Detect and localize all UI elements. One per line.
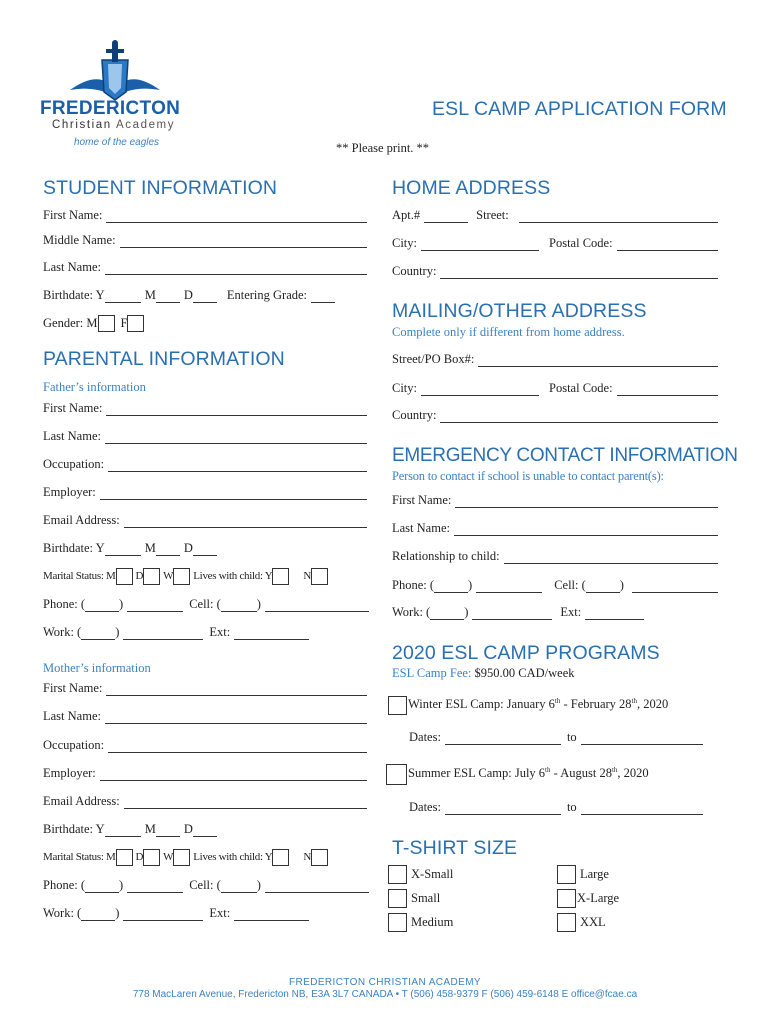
home-city-label: City:	[392, 236, 418, 250]
summer-camp-label-start: Summer ESL Camp: July 6	[408, 766, 546, 781]
tshirt-large-checkbox[interactable]	[557, 865, 576, 884]
mother-marital-w-checkbox[interactable]	[173, 849, 190, 866]
emergency-phone-label: Phone: (	[392, 578, 435, 592]
father-phone-field[interactable]	[43, 596, 373, 612]
emergency-first-name-label: First Name:	[392, 493, 452, 507]
home-apt-label: Apt.#	[392, 208, 421, 222]
father-marital-row	[43, 567, 328, 585]
father-info-label: Father’s information	[43, 380, 146, 394]
school-logo	[40, 40, 190, 155]
father-last-name-label: Last Name:	[43, 429, 101, 443]
tshirt-large-row	[557, 864, 609, 884]
emergency-contact-heading: EMERGENCY CONTACT INFORMATION	[392, 445, 738, 466]
camp-fee-label: ESL Camp Fee:	[392, 666, 472, 680]
mother-ext-label: Ext:	[209, 906, 231, 920]
father-marital-d-checkbox[interactable]	[143, 568, 160, 585]
father-cell-paren: )	[256, 597, 261, 611]
tshirt-medium-checkbox[interactable]	[388, 913, 407, 932]
father-lives-with-label: Lives with child: Y	[193, 570, 273, 582]
father-employer-field[interactable]	[43, 484, 371, 500]
mother-lives-with-label: Lives with child: Y	[193, 851, 273, 863]
mother-last-name-field[interactable]	[43, 708, 371, 724]
mother-birthdate-m-label: M	[144, 822, 156, 836]
mother-marital-d-label: D	[135, 851, 144, 863]
camp-fee-value: $950.00 CAD/week	[474, 666, 575, 680]
father-occupation-field[interactable]	[43, 456, 371, 472]
summer-camp-label	[408, 766, 649, 781]
tshirt-heading: T-SHIRT SIZE	[392, 837, 518, 859]
tshirt-xlarge-row	[557, 888, 619, 908]
father-marital-m-checkbox[interactable]	[116, 568, 133, 585]
father-marital-d-label: D	[135, 570, 144, 582]
winter-camp-label-end: - February 28	[560, 697, 632, 712]
father-lives-y-checkbox[interactable]	[272, 568, 289, 585]
programs-heading: 2020 ESL CAMP PROGRAMS	[392, 642, 660, 664]
father-marital-w-label: W	[163, 570, 174, 582]
father-phone-label: Phone: (	[43, 597, 86, 611]
mother-lives-n-label: N	[303, 851, 312, 863]
student-info-heading: STUDENT INFORMATION	[43, 177, 278, 199]
father-birthdate-field[interactable]	[43, 540, 263, 556]
emergency-relationship-label: Relationship to child:	[392, 549, 500, 563]
home-street-label: Street:	[476, 208, 509, 222]
mailing-postal-label: Postal Code:	[549, 381, 613, 395]
father-work-label: Work: (	[43, 625, 82, 639]
mother-lives-y-checkbox[interactable]	[272, 849, 289, 866]
home-country-field[interactable]	[392, 263, 718, 279]
gender-f-label: F	[120, 315, 128, 330]
gender-row	[43, 314, 144, 332]
student-middle-name-label: Middle Name:	[43, 233, 116, 247]
logo-tagline: home of the eagles	[74, 137, 160, 148]
mailing-street-field[interactable]	[392, 351, 718, 367]
tshirt-medium-label: Medium	[411, 914, 454, 929]
mailing-note: Complete only if different from home address.	[392, 325, 625, 339]
mother-last-name-label: Last Name:	[43, 709, 101, 723]
footer-school-name: FREDERICTON CHRISTIAN ACADEMY	[289, 977, 481, 988]
winter-dates-label: Dates:	[409, 730, 441, 744]
father-employer-label: Employer:	[43, 485, 96, 499]
home-country-label: Country:	[392, 264, 437, 278]
emergency-work-paren: )	[464, 605, 469, 619]
mother-work-paren: )	[115, 906, 120, 920]
mother-occupation-field[interactable]	[43, 737, 371, 753]
gender-f-checkbox[interactable]	[127, 315, 144, 332]
student-birthdate-y-label: Birthdate: Y	[43, 288, 105, 302]
emergency-work-field[interactable]	[392, 604, 644, 620]
father-email-field[interactable]	[43, 512, 371, 528]
father-lives-n-checkbox[interactable]	[311, 568, 328, 585]
emergency-cell-paren: )	[619, 578, 624, 592]
mother-employer-field[interactable]	[43, 765, 371, 781]
tshirt-medium-row	[388, 912, 453, 932]
tshirt-large-label: Large	[580, 866, 609, 881]
tshirt-xxl-row	[557, 912, 606, 932]
winter-camp-row	[388, 695, 668, 715]
emergency-ext-label: Ext:	[560, 605, 582, 619]
summer-dates-label: Dates:	[409, 800, 441, 814]
summer-camp-label-year: , 2020	[617, 766, 649, 781]
mother-work-label: Work: (	[43, 906, 82, 920]
student-middle-name-field[interactable]	[43, 232, 371, 248]
mother-marital-m-checkbox[interactable]	[116, 849, 133, 866]
gender-m-checkbox[interactable]	[98, 315, 115, 332]
summer-camp-label-end: - August 28	[550, 766, 612, 781]
father-occupation-label: Occupation:	[43, 457, 105, 471]
father-first-name-label: First Name:	[43, 401, 103, 415]
summer-dates-field[interactable]	[409, 799, 703, 815]
emergency-phone-paren: )	[468, 578, 473, 592]
student-first-name-label: First Name:	[43, 208, 103, 222]
father-work-field[interactable]	[43, 624, 313, 640]
logo-sub-academy: Academy	[115, 119, 176, 131]
emergency-work-label: Work: (	[392, 605, 431, 619]
father-birthdate-d-label: D	[183, 541, 193, 555]
mother-birthdate-y-label: Birthdate: Y	[43, 822, 105, 836]
student-last-name-label: Last Name:	[43, 260, 101, 274]
emergency-last-name-field[interactable]	[392, 520, 718, 536]
father-first-name-field[interactable]	[43, 400, 371, 416]
emergency-cell-label: Cell: (	[554, 578, 586, 592]
winter-camp-sup-end: th	[631, 697, 637, 706]
mother-birthdate-d-label: D	[183, 822, 193, 836]
tshirt-xlarge-checkbox[interactable]	[557, 889, 576, 908]
father-marital-w-checkbox[interactable]	[173, 568, 190, 585]
student-last-name-field[interactable]	[43, 259, 371, 275]
emergency-note: Person to contact if school is unable to contact parent(s):	[392, 469, 664, 483]
winter-dates-field[interactable]	[409, 729, 703, 745]
emergency-phone-field[interactable]	[392, 577, 718, 593]
mother-email-label: Email Address:	[43, 794, 120, 808]
mailing-address-heading: MAILING/OTHER ADDRESS	[392, 300, 647, 322]
father-email-label: Email Address:	[43, 513, 120, 527]
father-last-name-field[interactable]	[43, 428, 371, 444]
mother-email-field[interactable]	[43, 793, 371, 809]
mother-info-label: Mother’s information	[43, 661, 151, 675]
tshirt-small-row	[388, 888, 440, 908]
mother-phone-field[interactable]	[43, 877, 373, 893]
winter-camp-checkbox[interactable]	[388, 696, 407, 715]
parental-info-heading: PARENTAL INFORMATION	[43, 348, 285, 370]
tshirt-xlarge-label: X-Large	[577, 890, 620, 905]
father-marital-m-label: Marital Status: M	[43, 570, 116, 582]
mailing-city-postal-field[interactable]	[392, 380, 718, 396]
mother-birthdate-field[interactable]	[43, 821, 263, 837]
home-city-postal-field[interactable]	[392, 235, 718, 251]
student-birthdate-field[interactable]	[43, 287, 378, 303]
summer-camp-row	[386, 764, 649, 784]
tshirt-xsmall-row	[388, 864, 453, 884]
tshirt-xsmall-checkbox[interactable]	[388, 865, 407, 884]
student-first-name-field[interactable]	[43, 207, 371, 223]
emergency-last-name-label: Last Name:	[392, 521, 450, 535]
form-title: ESL CAMP APPLICATION FORM	[432, 98, 727, 120]
emergency-relationship-field[interactable]	[392, 548, 718, 564]
father-birthdate-y-label: Birthdate: Y	[43, 541, 105, 555]
mother-cell-label: Cell: (	[189, 878, 221, 892]
home-postal-label: Postal Code:	[549, 236, 613, 250]
camp-fee	[392, 666, 575, 681]
mailing-country-label: Country:	[392, 408, 437, 422]
father-work-paren: )	[115, 625, 120, 639]
home-apt-street-field[interactable]	[392, 207, 718, 223]
mother-occupation-label: Occupation:	[43, 738, 105, 752]
student-birthdate-m-label: M	[144, 288, 156, 302]
father-cell-label: Cell: (	[189, 597, 221, 611]
mother-first-name-label: First Name:	[43, 681, 103, 695]
mother-phone-label: Phone: (	[43, 878, 86, 892]
winter-camp-label	[408, 697, 668, 712]
tshirt-xxl-label: XXL	[580, 914, 606, 929]
mother-cell-paren: )	[256, 878, 261, 892]
gender-m-label: Gender: M	[43, 315, 98, 330]
mother-marital-m-label: Marital Status: M	[43, 851, 116, 863]
mailing-country-field[interactable]	[392, 407, 718, 423]
winter-to-label: to	[566, 730, 577, 744]
mother-first-name-field[interactable]	[43, 680, 371, 696]
summer-to-label: to	[566, 800, 577, 814]
tshirt-xsmall-label: X-Small	[411, 866, 454, 881]
father-lives-n-label: N	[303, 570, 312, 582]
tshirt-xxl-checkbox[interactable]	[557, 913, 576, 932]
summer-camp-checkbox[interactable]	[386, 764, 407, 785]
mother-employer-label: Employer:	[43, 766, 96, 780]
father-ext-label: Ext:	[209, 625, 231, 639]
summer-camp-sup-start: th	[545, 766, 551, 775]
home-address-heading: HOME ADDRESS	[392, 177, 551, 199]
tshirt-small-checkbox[interactable]	[388, 889, 407, 908]
mother-phone-paren: )	[119, 878, 124, 892]
father-birthdate-m-label: M	[144, 541, 156, 555]
mother-lives-n-checkbox[interactable]	[311, 849, 328, 866]
logo-name: FREDERICTON	[40, 98, 181, 119]
logo-sub-christian: Christian	[52, 119, 112, 131]
winter-camp-sup-start: th	[554, 697, 561, 706]
entering-grade-label: Entering Grade:	[226, 288, 308, 302]
winter-camp-label-start: Winter ESL Camp: January 6	[408, 697, 555, 712]
emergency-first-name-field[interactable]	[392, 492, 718, 508]
mother-marital-d-checkbox[interactable]	[143, 849, 160, 866]
tshirt-small-label: Small	[411, 890, 441, 905]
winter-camp-label-year: , 2020	[637, 697, 669, 712]
mailing-street-label: Street/PO Box#:	[392, 352, 475, 366]
eagle-emblem-icon	[40, 40, 190, 102]
form-instruction: ** Please print. **	[336, 141, 430, 155]
mother-marital-row	[43, 848, 328, 866]
summer-camp-sup-end: th	[611, 766, 618, 775]
footer-contact: 778 MacLaren Avenue, Fredericton NB, E3A 3L7 CANADA • T (506) 458-9379 F (506) 459-6148 E office@fcae.ca	[132, 989, 638, 1000]
mother-work-field[interactable]	[43, 905, 313, 921]
mailing-city-label: City:	[392, 381, 418, 395]
student-birthdate-d-label: D	[183, 288, 193, 302]
mother-marital-w-label: W	[163, 851, 174, 863]
father-phone-paren: )	[119, 597, 124, 611]
